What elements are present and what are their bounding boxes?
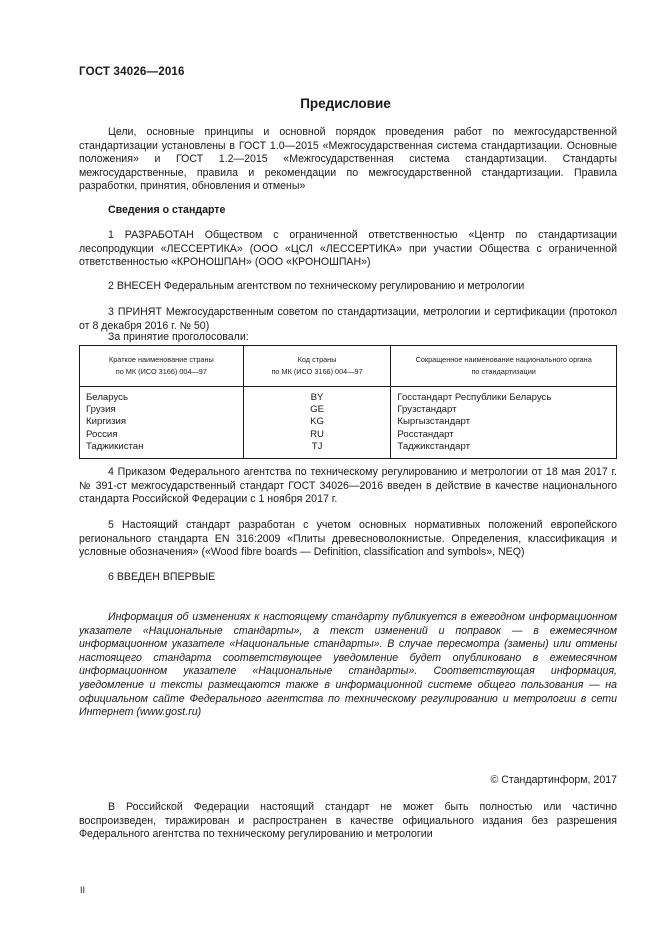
header-body: Сокращенное наименование национального органа по стандартизации	[391, 346, 617, 387]
country-code: GE	[310, 404, 324, 416]
standards-body: Кыргызстандарт	[397, 416, 471, 428]
country-name: Россия	[86, 428, 118, 440]
country-code: RU	[310, 428, 324, 440]
standards-body: Таджикстандарт	[397, 440, 471, 452]
table-header-row	[80, 346, 617, 387]
country-list	[80, 387, 244, 459]
country-code: BY	[310, 392, 324, 403]
country-code: TJ	[311, 440, 323, 452]
copyright: © Стандартинформ, 2017	[490, 774, 617, 786]
rights-notice: В Российской Федерации настоящий стандарт не может быть полностью или частично воспроизведен, тиражирован и распространен в качестве официального издания без разрешения Федерального агентства по техническому регулированию и метрологии	[79, 801, 617, 841]
standards-body: Росстандарт	[397, 428, 454, 440]
item-developed: 1 РАЗРАБОТАН Обществом с ограниченной ответственностью «Центр по стандартизации лесопродукции «ЛЕССЕРТИКА» (ООО «ЦСЛ «ЛЕССЕРТИКА» при участии Общества с ограниченной ответственностью «КРОНОШПАН» (ООО «КРОНОШПАН»)	[79, 229, 617, 269]
item-adopted: 3 ПРИНЯТ Межгосударственным советом по стандартизации, метрологии и сертификации (протокол от 8 декабря 2016 г. № 50)	[79, 306, 617, 332]
section-heading: Сведения о стандарте	[108, 204, 226, 216]
country-code: KG	[310, 416, 324, 428]
country-name: Беларусь	[86, 392, 128, 403]
country-name: Грузия	[86, 404, 116, 416]
item-based-on: 5 Настоящий стандарт разработан с учетом основных нормативных положений европейского регионального стандарта EN 316:2009 «Плиты древесноволокнистые. Определения, классификация и условные обозначения» («Wood fibre boards — Definition, classification and symbols», NEQ)	[79, 519, 617, 559]
document-header: ГОСТ 34026—2016	[79, 66, 185, 78]
standards-body: Госстандарт Республики Беларусь	[397, 392, 552, 403]
code-list	[243, 387, 391, 459]
item-first-time: 6 ВВЕДЕН ВПЕРВЫЕ	[108, 571, 216, 583]
standards-body: Грузстандарт	[397, 404, 457, 416]
country-name: Таджикистан	[86, 440, 144, 452]
country-name: Киргизия	[86, 416, 127, 428]
voting-table	[79, 345, 617, 459]
intro-paragraph: Цели, основные принципы и основной порядок проведения работ по межгосударственной стандартизации установлены в ГОСТ 1.0—2015 «Межгосударственная система стандартизации. Основные положения» и ГОСТ 1.2—2015 «Межгосударственная система стандартизации. Стандарты межгосударственные, правила и рекомендации по межгосударственной стандартизации. Правила разработки, принятия, обновления и отмены»	[79, 126, 617, 193]
header-country: Краткое наименование страны по МК (ИСО 3166) 004—97	[80, 346, 244, 387]
body-list	[391, 387, 617, 459]
page-title: Предисловие	[300, 96, 391, 111]
item-enacted: 4 Приказом Федерального агентства по техническому регулированию и метрологии от 18 мая 2017 г. № 391-ст межгосударственный стандарт ГОСТ 34026—2016 введен в действие в качестве национального стандарта Российской Федерации с 1 ноября 2017 г.	[79, 466, 617, 506]
changes-notice: Информация об изменениях к настоящему стандарту публикуется в ежегодном информационном указателе «Национальные стандарты», а текст изменений и поправок — в ежемесячном информационном указателе «Национальные стандарты». В случае пересмотра (замены) или отмены настоящего стандарта соответствующее уведомление будет опубликовано в ежемесячном информационном указателе «Национальные стандарты». Соответствующая информация, уведомление и тексты размещаются также в информационной системе общего пользования — на официальном сайте Федерального агентства по техническому регулированию и метрологии в сети Интернет (www.gost.ru)	[79, 611, 617, 719]
header-code: Код страны по МК (ИСО 3166) 004—97	[243, 346, 391, 387]
table-row	[80, 387, 617, 459]
item-introduced: 2 ВНЕСЕН Федеральным агентством по техническому регулированию и метрологии	[108, 280, 525, 292]
page-number: II	[80, 885, 86, 895]
voted-label: За принятие проголосовали:	[108, 331, 249, 343]
